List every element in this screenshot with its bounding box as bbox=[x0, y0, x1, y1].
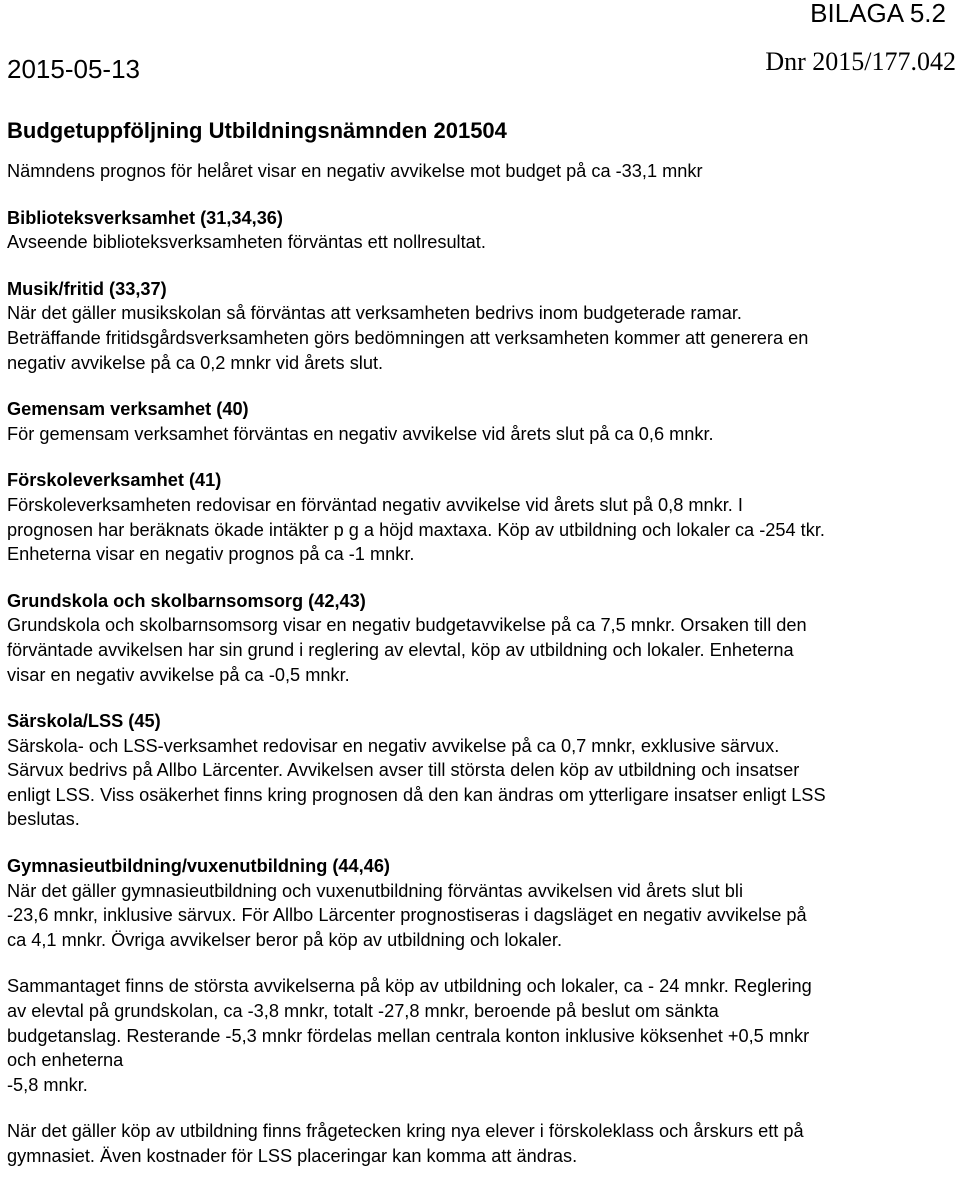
section-line: Särvux bedrivs på Allbo Lärcenter. Avvikelsen avser till största delen köp av utbildning och insatser bbox=[7, 760, 800, 781]
section-line: beslutas. bbox=[7, 809, 80, 830]
section-heading: Grundskola och skolbarnsomsorg (42,43) bbox=[7, 590, 366, 611]
closing-paragraph bbox=[7, 1119, 955, 1168]
section-line: ca 4,1 mnkr. Övriga avvikelser beror på köp av utbildning och lokaler. bbox=[7, 929, 563, 950]
summary-line: Sammantaget finns de största avvikelserna på köp av utbildning och lokaler, ca - 24 mnkr. Reglering bbox=[7, 976, 812, 997]
section-line: Förskoleverksamheten redovisar en förväntad negativ avvikelse vid årets slut på 0,8 mnkr. I bbox=[7, 494, 743, 515]
closing-line: gymnasiet. Även kostnader för LSS placeringar kan komma att ändras. bbox=[7, 1146, 578, 1166]
summary-line: -5,8 mnkr. bbox=[7, 1074, 88, 1095]
attachment-label: BILAGA 5.2 bbox=[810, 0, 946, 28]
section-heading: Särskola/LSS (45) bbox=[7, 711, 161, 732]
section-line: Särskola- och LSS-verksamhet redovisar en negativ avvikelse på ca 0,7 mnkr, exklusive särvux. bbox=[7, 735, 780, 756]
summary-line: av elevtal på grundskolan, ca -3,8 mnkr, totalt -27,8 mnkr, beroende på beslut om sänkta bbox=[7, 1001, 719, 1022]
section-gymnasie bbox=[7, 854, 955, 952]
section-musik-fritid bbox=[7, 277, 955, 375]
section-line: När det gäller gymnasieutbildning och vuxenutbildning förväntas avvikelsen vid årets slut bli bbox=[7, 880, 743, 901]
section-heading: Gymnasieutbildning/vuxenutbildning (44,46) bbox=[7, 856, 390, 877]
section-line: visar en negativ avvikelse på ca -0,5 mnkr. bbox=[7, 664, 350, 685]
section-bibliotek bbox=[7, 206, 955, 255]
section-line: När det gäller musikskolan så förväntas att verksamheten bedrivs inom budgeterade ramar. bbox=[7, 303, 742, 324]
section-line: Grundskola och skolbarnsomsorg visar en negativ budgetavvikelse på ca 7,5 mnkr. Orsaken till den bbox=[7, 615, 807, 636]
section-heading: Biblioteksverksamhet (31,34,36) bbox=[7, 207, 283, 228]
section-line: Avseende biblioteksverksamheten förväntas ett nollresultat. bbox=[7, 232, 486, 253]
section-line: För gemensam verksamhet förväntas en negativ avvikelse vid årets slut på ca 0,6 mnkr. bbox=[7, 423, 714, 444]
section-sarskola bbox=[7, 709, 955, 832]
reference-number: Dnr 2015/177.042 bbox=[765, 47, 956, 76]
document-body bbox=[7, 117, 955, 1169]
section-line: förväntade avvikelsen har sin grund i reglering av elevtal, köp av utbildning och lokaler. Enheterna bbox=[7, 639, 794, 660]
summary-paragraph bbox=[7, 974, 955, 1097]
section-heading: Gemensam verksamhet (40) bbox=[7, 399, 249, 420]
section-line: negativ avvikelse på ca 0,2 mnkr vid årets slut. bbox=[7, 352, 384, 373]
document-title: Budgetuppföljning Utbildningsnämnden 201504 bbox=[7, 118, 507, 143]
summary-line: budgetanslag. Resterande -5,3 mnkr fördelas mellan centrala konton inklusive köksenhet +0,5 mnkr bbox=[7, 1025, 810, 1046]
section-grundskola bbox=[7, 589, 955, 687]
section-line: -23,6 mnkr, inklusive särvux. För Allbo Lärcenter prognostiseras i dagsläget en negativ avvikelse på bbox=[7, 905, 807, 926]
section-gemensam bbox=[7, 397, 955, 446]
section-heading: Musik/fritid (33,37) bbox=[7, 278, 167, 299]
section-line: enligt LSS. Viss osäkerhet finns kring prognosen då den kan ändras om ytterligare insatser enligt LSS bbox=[7, 784, 826, 805]
section-line: prognosen har beräknats ökade intäkter p g a höjd maxtaxa. Köp av utbildning och lokaler ca -254 tkr. bbox=[7, 519, 825, 540]
section-heading: Förskoleverksamhet (41) bbox=[7, 470, 222, 491]
section-forskola bbox=[7, 468, 955, 566]
summary-line: och enheterna bbox=[7, 1050, 124, 1071]
section-line: Beträffande fritidsgårdsverksamheten görs bedömningen att verksamheten kommer att generera en bbox=[7, 327, 809, 348]
closing-line: När det gäller köp av utbildning finns frågetecken kring nya elever i förskoleklass och årskurs ett på bbox=[7, 1121, 804, 1142]
document-date: 2015-05-13 bbox=[7, 54, 140, 84]
section-line: Enheterna visar en negativ prognos på ca -1 mnkr. bbox=[7, 544, 415, 565]
intro-paragraph: Nämndens prognos för helåret visar en negativ avvikelse mot budget på ca -33,1 mnkr bbox=[7, 161, 703, 181]
